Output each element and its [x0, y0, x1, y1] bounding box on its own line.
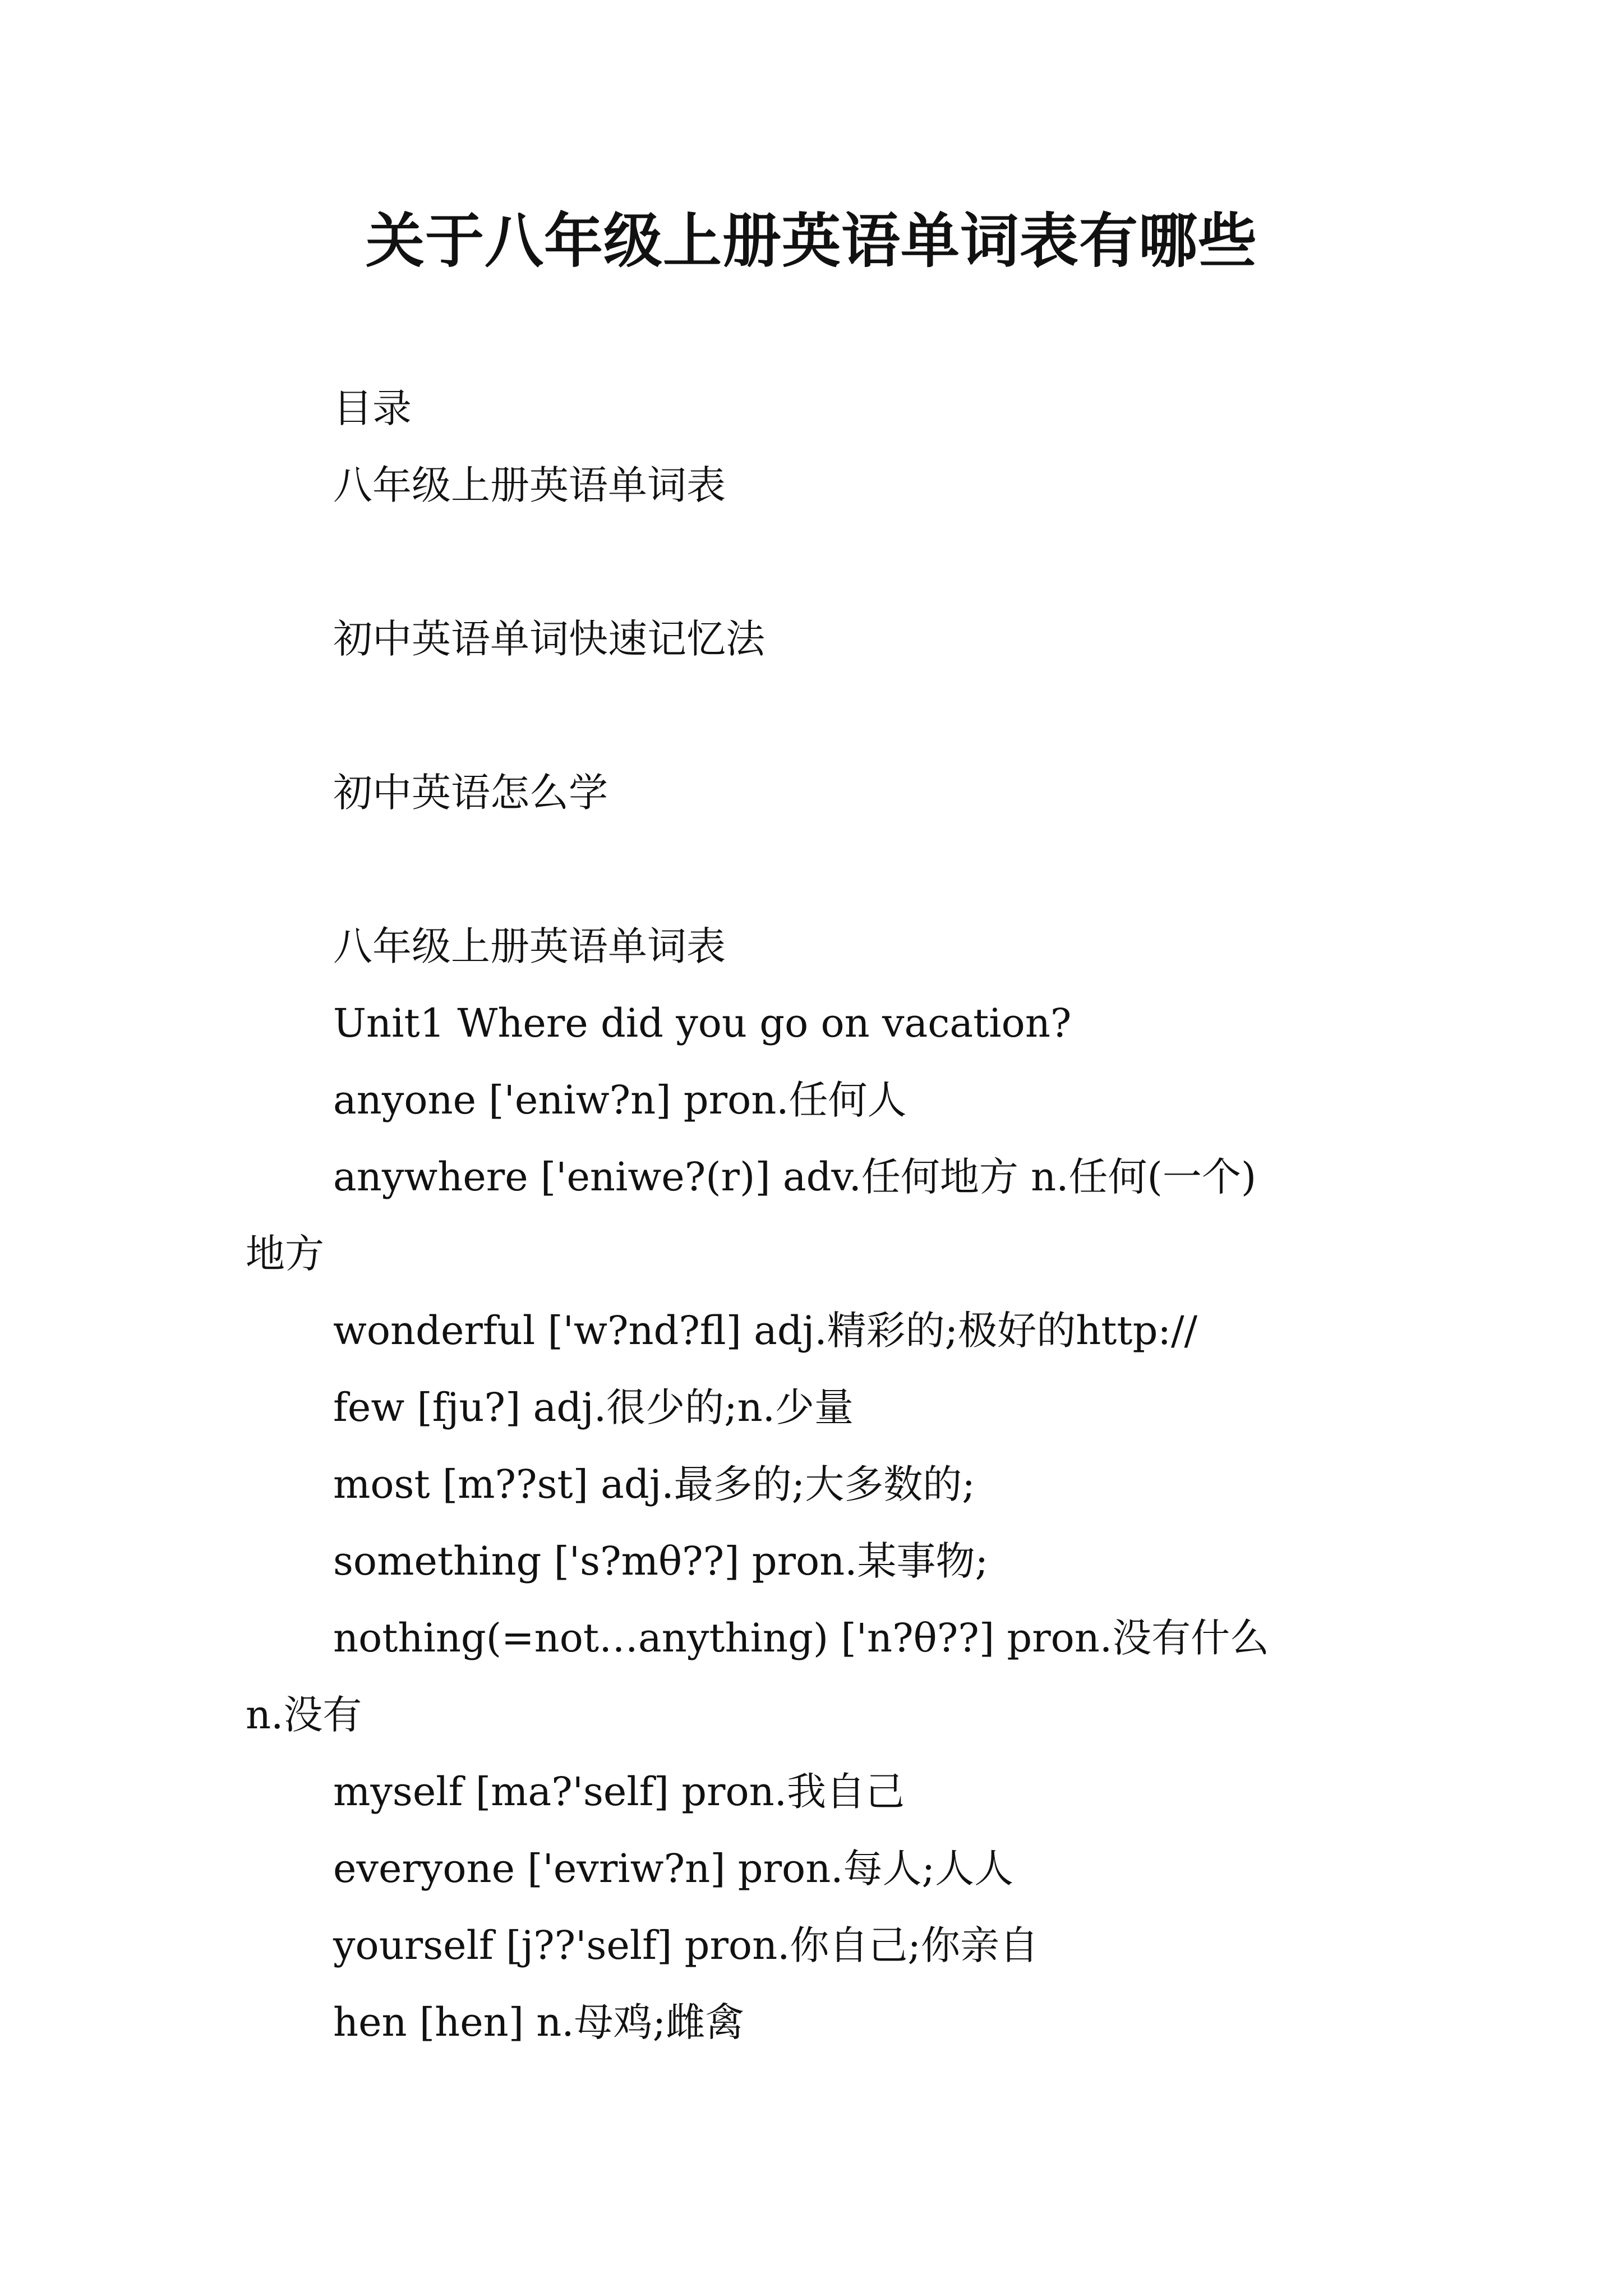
vocab-entry: hen [hen] n.母鸡;雌禽	[333, 1999, 745, 2045]
vocab-entry: everyone ['evriw?n] pron.每人;人人	[333, 1846, 1014, 1892]
vocab-entry: wonderful ['w?nd?fl] adj.精彩的;极好的http://	[333, 1308, 1198, 1354]
vocab-entry: nothing(=not…anything) ['n?θ??] pron.没有什么	[333, 1615, 1270, 1661]
spacer	[246, 678, 1384, 754]
vocab-entry: few [fju?] adj.很少的;n.少量	[333, 1384, 854, 1430]
toc-item: 初中英语单词快速记忆法	[333, 616, 765, 662]
document-title: 关于八年级上册英语单词表有哪些	[365, 207, 1257, 275]
vocab-entry: yourself [j??'self] pron.你自己;你亲自	[333, 1922, 1039, 1968]
spacer	[246, 524, 1384, 601]
vocab-entry: anyone ['eniw?n] pron.任何人	[333, 1077, 907, 1123]
vocab-entry-continuation: 地方	[246, 1231, 324, 1277]
vocab-entry: most [m??st] adj.最多的;大多数的;	[333, 1461, 975, 1507]
vocab-entry: something ['s?mθ??] pron.某事物;	[333, 1538, 989, 1584]
spacer	[246, 831, 1384, 908]
vocab-entry: anywhere ['eniwe?(r)] adv.任何地方 n.任何(一个)	[333, 1154, 1257, 1200]
toc-item: 八年级上册英语单词表	[333, 462, 726, 508]
unit-title: Unit1 Where did you go on vacation?	[333, 1000, 1072, 1046]
vocab-entry: myself [ma?'self] pron.我自己	[333, 1769, 905, 1815]
vocab-entry-continuation: n.没有	[246, 1692, 362, 1738]
toc-heading: 目录	[333, 385, 412, 431]
document-body	[246, 370, 1384, 2061]
section-heading: 八年级上册英语单词表	[333, 923, 726, 969]
toc-item: 初中英语怎么学	[333, 770, 608, 816]
